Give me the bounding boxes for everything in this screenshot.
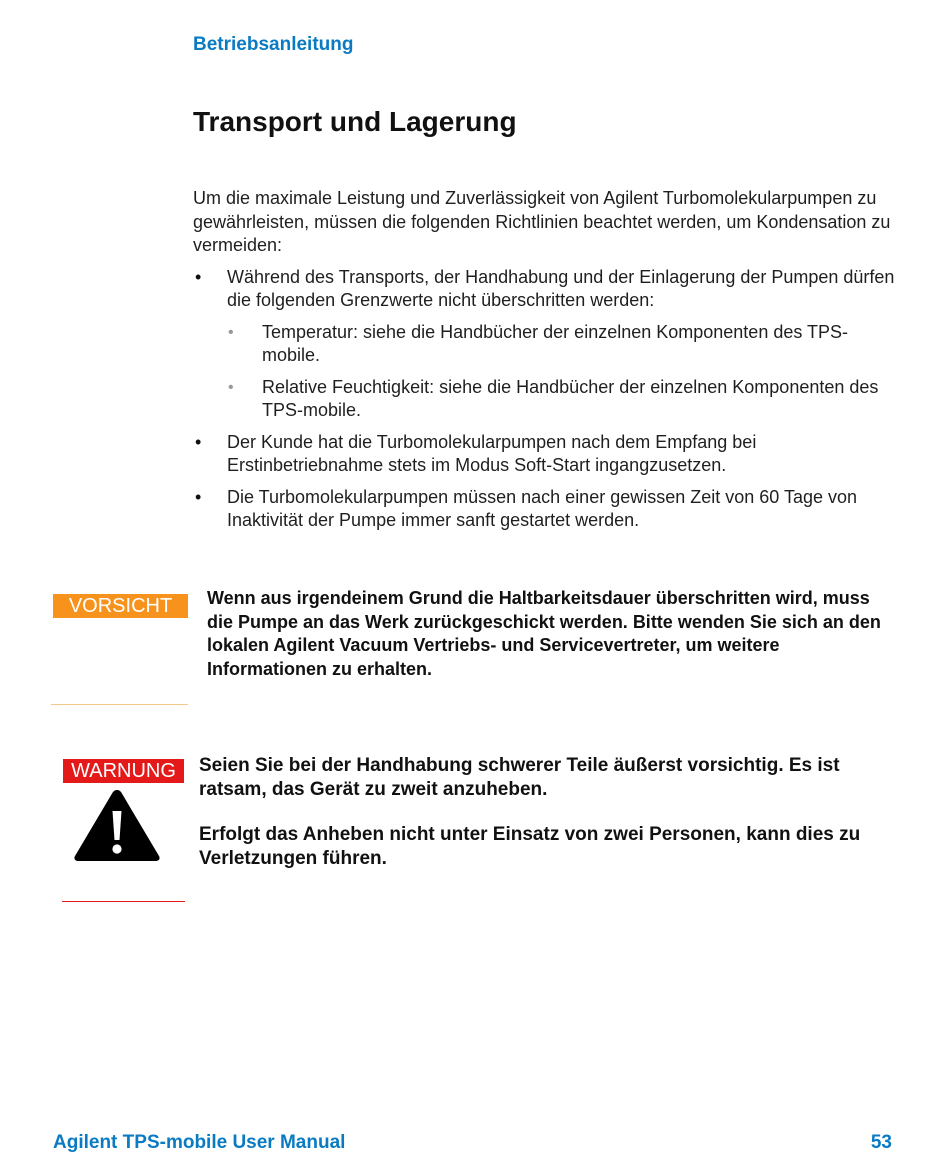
bullet-icon: • (195, 266, 202, 287)
warning-triangle-icon (72, 787, 162, 863)
list-item-text: Der Kunde hat die Turbomolekularpumpen nach dem Empfang bei Erstinbetriebnahme stets im Modus Soft-Start ingangzusetzen. (227, 431, 757, 475)
guideline-list (193, 266, 905, 533)
running-header: Betriebsanleitung (193, 34, 354, 55)
sub-bullet-icon: • (228, 323, 234, 341)
sub-list-item-text: Temperatur: siehe die Handbücher der einzelnen Komponenten des TPS-mobile. (262, 321, 849, 365)
main-content (193, 187, 905, 541)
footer-title: Agilent TPS-mobile User Manual (53, 1132, 346, 1153)
warning-badge: WARNUNG (63, 759, 184, 783)
list-item (193, 431, 905, 478)
warning-divider (62, 901, 185, 902)
list-item (193, 266, 905, 423)
caution-text: Wenn aus irgendeinem Grund die Haltbarkeitsdauer überschritten wird, muss die Pumpe an das Werk zurückgeschickt werden. Bitte wenden Sie sich an den lokalen Agilent Vacuum Vertriebs- und Servicevertreter, um weitere Informationen zu erhalten. (207, 588, 881, 679)
intro-paragraph: Um die maximale Leistung und Zuverlässigkeit von Agilent Turbomolekularpumpen zu gewährleisten, müssen die folgenden Richtlinien beachtet werden, um Kondensation zu vermeiden: (193, 188, 891, 255)
sub-list-item-text: Relative Feuchtigkeit: siehe die Handbücher der einzelnen Komponenten des TPS-mobile. (262, 376, 879, 420)
bullet-icon: • (195, 431, 202, 452)
sub-list (227, 321, 905, 423)
list-item-text: Die Turbomolekularpumpen müssen nach einer gewissen Zeit von 60 Tage von Inaktivität der Pumpe immer sanft gestartet werden. (227, 486, 858, 530)
page-title: Transport und Lagerung (193, 106, 517, 137)
sub-list-item (227, 376, 905, 423)
warning-paragraph: Erfolgt das Anheben nicht unter Einsatz von zwei Personen, kann dies zu Verletzungen führen. (199, 824, 861, 869)
caution-divider (51, 704, 188, 705)
list-item-text: Während des Transports, der Handhabung und der Einlagerung der Pumpen dürfen die folgenden Grenzwerte nicht überschritten werden: (227, 266, 895, 310)
caution-badge: VORSICHT (53, 594, 188, 618)
sub-list-item (227, 321, 905, 368)
warning-text (199, 754, 899, 892)
list-item (193, 486, 905, 533)
warning-paragraph: Seien Sie bei der Handhabung schwerer Teile äußerst vorsichtig. Es ist ratsam, das Gerät zu zweit anzuheben. (199, 755, 840, 800)
sub-bullet-icon: • (228, 378, 234, 396)
bullet-icon: • (195, 486, 202, 507)
page-number: 53 (870, 1132, 892, 1153)
